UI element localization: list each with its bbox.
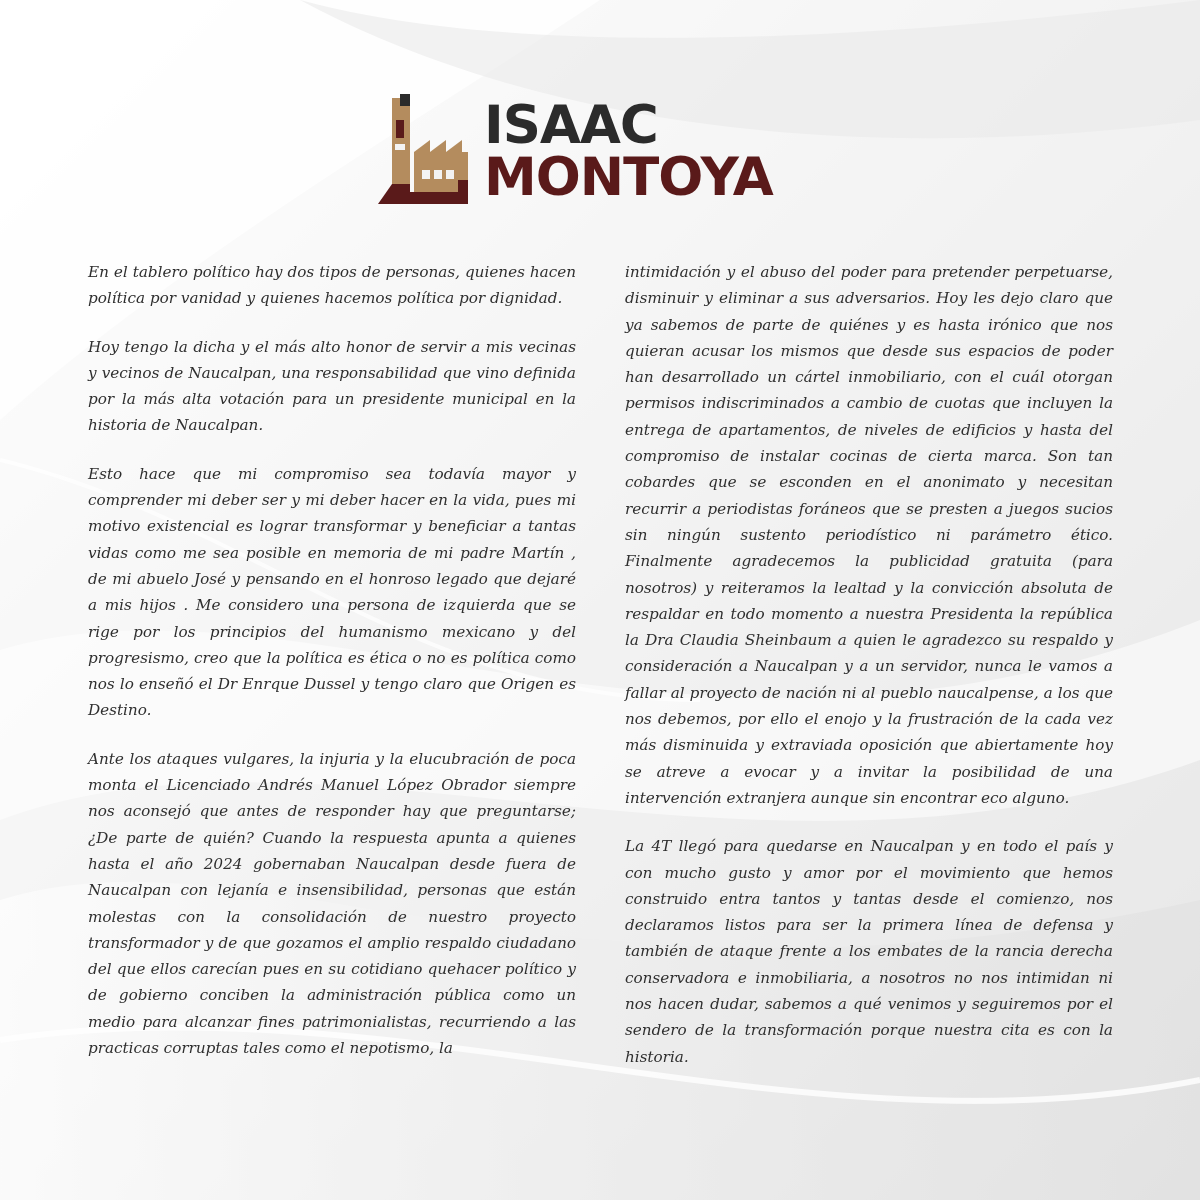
letter-paragraph-2: Hoy tengo la dicha y el más alto honor de servir a mis vecinas y vecinos de Naucalpan, una responsabilidad que vino definida por la más alta votación para un presidente municipal en la historia de Naucalpan. [88,337,576,435]
letter-right-column [625,259,1113,1092]
letter-paragraph-3: Esto hace que mi compromiso sea todavía mayor y comprender mi deber ser y mi deber hacer en la vida, pues mi motivo existencial es lograr transformar y beneficiar a tantas vidas como me sea posible en memoria de mi padre Martín , de mi abuelo José y pensando en el honroso legado que dejaré a mis hijos . Me considero una persona de izquierda que se rige por los principios del humanismo mexicano y del progresismo, creo que la política es ética o no es política como nos lo enseñó el Dr Enrque Dussel y tengo claro que Origen es Destino. [88,464,576,720]
letter-paragraph-6: La 4T llegó para quedarse en Naucalpan y en todo el país y con mucho gusto y amor por el movimiento que hemos construido entra tantos y tantas desde el comienzo, nos declaramos listos para ser la primera línea de defensa y también de ataque frente a los embates de la rancia derecha conservadora e inmobiliaria, a nosotros no nos intimidan ni nos hacen dudar, sabemos a qué venimos y seguiremos por el sendero de la transformación porque nuestra cita es con la historia. [625,837,1113,1066]
factory-tower-icon [378,92,478,210]
letter-paragraph-1: En el tablero político hay dos tipos de personas, quienes hacen política por vanidad y quienes hacemos política por dignidad. [88,263,576,308]
logo-text-first-name: ISAAC [484,95,658,156]
letter-paragraph-4: Ante los ataques vulgares, la injuria y la elucubración de poca monta el Licenciado Andrés Manuel López Obrador siempre nos aconsejó que antes de responder hay que preguntarse; ¿De parte de quién? Cuando la respuesta apunta a quienes hasta el año 2024 gobernaban Naucalpan desde fuera de Naucalpan con lejanía e insensibilidad, personas que están molestas con la consolidación de nuestro proyecto transformador y de que gozamos el amplio respaldo ciudadano del que ellos carecían pues en su cotidiano quehacer político y de gobierno conciben la administración pública como un medio para alcanzar fines patrimonialistas, recurriendo a las practicas corruptas tales como el nepotismo, la [88,749,576,1058]
logo-text-last-name: MONTOYA [484,147,773,208]
letter-left-column [88,259,576,1083]
letter-paragraph-5: intimidación y el abuso del poder para pretender perpetuarse, disminuir y eliminar a sus adversarios. Hoy les dejo claro que ya sabemos de parte de quiénes y es hasta irónico que nos quieran acusar los mismos que desde sus espacios de poder han desarrollado un cártel inmobiliario, con el cuál otorgan permisos indiscriminados a cambio de cuotas que incluyen la entrega de apartamentos, de niveles de edificios y hasta del compromiso de instalar cocinas de cierta marca. Son tan cobardes que se esconden en el anonimato y necesitan recurrir a periodistas foráneos que se presten a juegos sucios sin ningún sustento periodístico ni parámetro ético. Finalmente agradecemos la publicidad gratuita (para nosotros) y reiteramos la lealtad y la convicción absoluta de respaldar en todo momento a nuestra Presidenta la república la Dra Claudia Sheinbaum a quien le agradezco su respaldo y consideración a Naucalpan y a un servidor, nunca le vamos a fallar al proyecto de nación ni al pueblo naucalpense, a los que nos debemos, por ello el enojo y la frustración de la cada vez más disminuida y extraviada oposición que abiertamente hoy se atreve a evocar y a invitar la posibilidad de una intervención extranjera aunque sin encontrar eco alguno. [625,263,1113,807]
brand-logo [378,92,808,212]
